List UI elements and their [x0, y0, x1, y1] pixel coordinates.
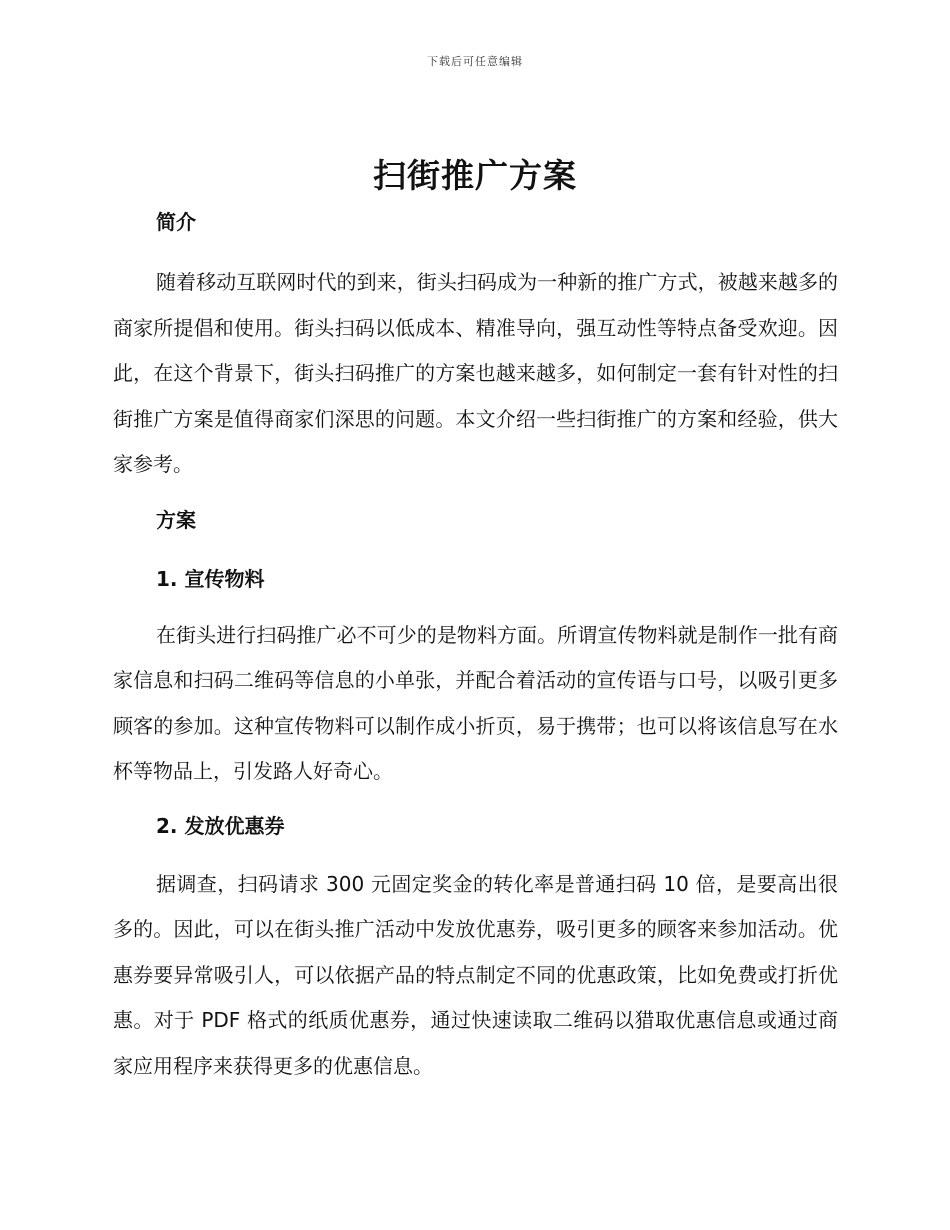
section-heading-materials: 1. 宣传物料: [156, 566, 265, 591]
paragraph-intro: 随着移动互联网时代的到来，街头扫码成为一种新的推广方式，被越来越多的商家所提倡和使用。街头扫码以低成本、精准导向，强互动性等特点备受欢迎。因此，在这个背景下，街头扫码推广的方案也越来越多，如何制定一套有针对性的扫街推广方案是值得商家们深思的问题。本文介绍一些扫街推广的方案和经验，供大家参考。: [113, 270, 838, 476]
section-heading-coupons: 2. 发放优惠券: [156, 813, 285, 838]
header-note: 下载后可任意编辑: [427, 55, 523, 68]
document-body: [113, 204, 838, 1089]
paragraph-coupons: 据调查，扫码请求 300 元固定奖金的转化率是普通扫码 10 倍，是要高出很多的。因此，可以在街头推广活动中发放优惠券，吸引更多的顾客来参加活动。优惠券要异常吸引人，可以依据产品的特点制定不同的优惠政策，比如免费或打折优惠。对于 PDF 格式的纸质优惠券，通过快速读取二维码以猎取优惠信息或通过商家应用程序来获得更多的优惠信息。: [113, 871, 838, 1078]
document-title: 扫街推广方案: [373, 156, 577, 195]
section-heading-intro: 简介: [156, 210, 196, 234]
section-heading-plan: 方案: [156, 507, 196, 532]
paragraph-materials: 在街头进行扫码推广必不可少的是物料方面。所谓宣传物料就是制作一批有商家信息和扫码二维码等信息的小单张，并配合着活动的宣传语与口号，以吸引更多顾客的参加。这种宣传物料可以制作成小折页，易于携带；也可以将该信息写在水杯等物品上，引发路人好奇心。: [113, 622, 838, 783]
